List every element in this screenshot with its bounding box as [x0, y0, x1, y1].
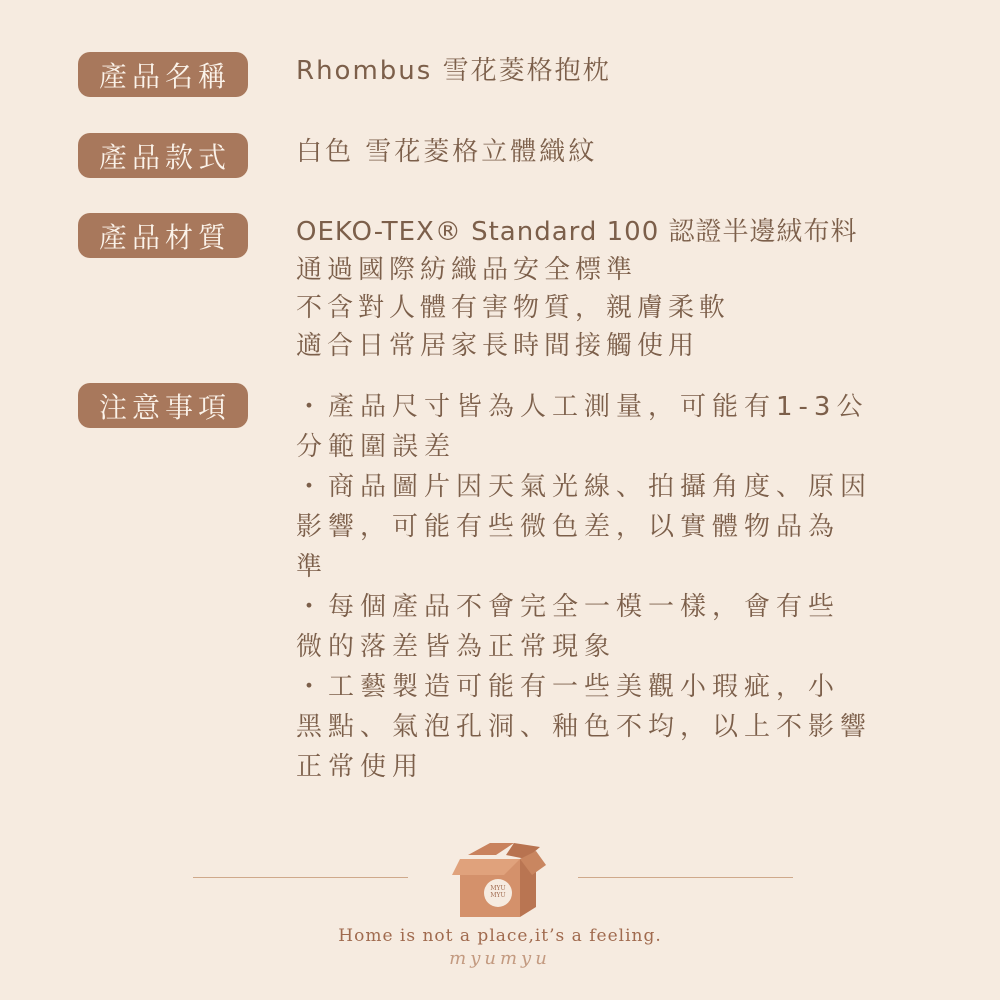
note-line: ・每個產品不會完全一模一樣，會有些: [296, 592, 841, 622]
label-badge: 產品材質: [78, 213, 248, 258]
note-line: 準: [296, 552, 329, 582]
value-line: 白色 雪花菱格立體織紋: [296, 137, 598, 167]
footer-divider-right: [578, 877, 793, 878]
footer-divider-left: [193, 877, 408, 878]
value-text: [296, 213, 896, 365]
footer-slogan: Home is not a place,it’s a feeling.: [338, 926, 662, 946]
label-badge: 產品款式: [78, 133, 248, 178]
value-text: [296, 133, 896, 171]
value-line: 通過國際紡織品安全標準: [296, 255, 638, 285]
value-line: 適合日常居家長時間接觸使用: [296, 331, 700, 361]
label-badge: 產品名稱: [78, 52, 248, 97]
brand-signature: myumyu: [449, 948, 551, 969]
label-badge: 注意事項: [78, 383, 248, 428]
note-line: 黑點、氣泡孔洞、釉色不均，以上不影響: [296, 712, 873, 742]
notes-text: [296, 387, 896, 787]
note-line: 分範圍誤差: [296, 432, 457, 462]
note-line: ・商品圖片因天氣光線、拍攝角度、原因: [296, 472, 873, 502]
cardboard-box-icon: [448, 835, 548, 925]
value-line: OEKO-TEX® Standard 100 認證半邊絨布料: [296, 217, 858, 247]
value-line: Rhombus 雪花菱格抱枕: [296, 56, 611, 86]
note-line: 正常使用: [296, 752, 425, 782]
box-logo-text: MYU MYU: [490, 885, 506, 899]
note-line: 微的落差皆為正常現象: [296, 632, 617, 662]
value-text: [296, 52, 896, 90]
note-line: ・產品尺寸皆為人工測量，可能有1-3公: [296, 392, 869, 422]
note-line: 影響，可能有些微色差，以實體物品為: [296, 512, 841, 542]
value-line: 不含對人體有害物質，親膚柔軟: [296, 293, 731, 323]
note-line: ・工藝製造可能有一些美觀小瑕疵，小: [296, 672, 841, 702]
